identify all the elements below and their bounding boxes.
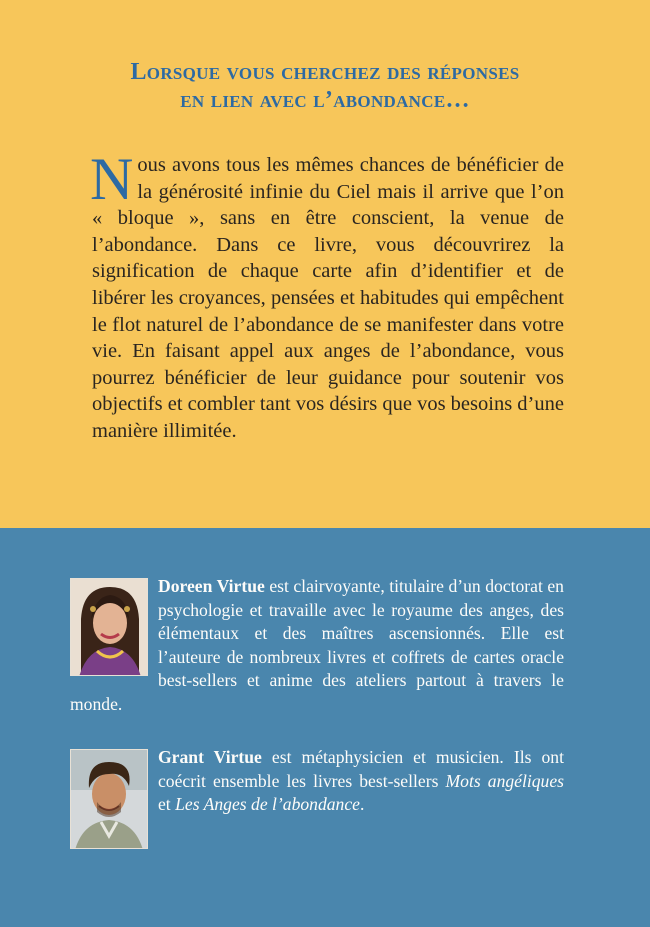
author-grant bbox=[70, 746, 564, 851]
conjunction: et bbox=[158, 794, 171, 814]
headline bbox=[0, 58, 650, 114]
book-blurb bbox=[90, 146, 564, 445]
doreen-bio-text: est clairvoyante, titulaire d’un doctorat en psychologie et travaille avec le royaume des anges, des élémentaux et des maîtres ascensionnés. Elle est l’auteure de nombreux livres et coffrets de cartes oracle best-sellers et anime des ateliers partout à travers le monde. bbox=[70, 576, 564, 714]
grant-name: Grant Virtue bbox=[158, 747, 262, 767]
book-title-1: Mots angéliques bbox=[445, 770, 565, 791]
drop-cap: N bbox=[90, 146, 134, 212]
doreen-name: Doreen Virtue bbox=[158, 576, 265, 596]
author-doreen bbox=[70, 575, 564, 716]
doreen-portrait-icon bbox=[71, 579, 148, 676]
doreen-photo bbox=[70, 578, 148, 676]
blurb-text: ous avons tous les mêmes chances de bénéficier de la générosité infinie du Ciel mais il arrive que l’on « bloque », sans en être conscient, la venue de l’abondance. Dans ce livre, vous découvrirez la signification de chaque carte afin d’identifier et de libérer les croyances, pensées et habitudes qui empêchent le flot naturel de l’abondance de se manifester dans votre vie. En faisant appel aux anges de l’abondance, vous pourrez bénéficier de leur guidance pour soutenir vos objectifs et combler tant vos désirs que vos besoins d’une manière illimitée. bbox=[92, 154, 564, 442]
headline-line-2: en lien avec l’abondance… bbox=[180, 87, 470, 113]
headline-line-1: Lorsque vous cherchez des réponses bbox=[130, 59, 520, 85]
final-period: . bbox=[359, 794, 365, 814]
book-title-2: Les Anges de l’abondance bbox=[175, 794, 360, 814]
grant-photo bbox=[70, 749, 148, 849]
grant-bio-text: est métaphysicien et musicien. Ils ont coécrit ensemble les livres best-sellers bbox=[158, 747, 564, 791]
grant-portrait-icon bbox=[71, 750, 148, 849]
